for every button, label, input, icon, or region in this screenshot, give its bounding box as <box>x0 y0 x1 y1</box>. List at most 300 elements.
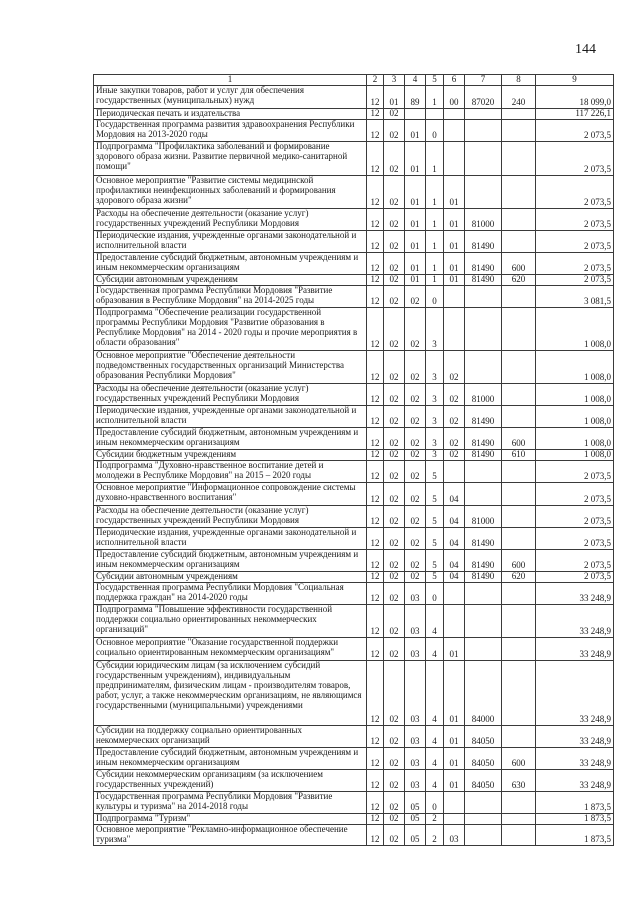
table-row <box>94 109 614 120</box>
cell-code-2: 12 <box>367 825 384 846</box>
cell-amount: 2 073,5 <box>536 209 614 231</box>
cell-code-3: 02 <box>384 483 405 506</box>
cell-code-4: 03 <box>405 638 426 661</box>
table-row <box>94 825 614 846</box>
table-row <box>94 550 614 572</box>
cell-code-7: 81000 <box>465 506 502 528</box>
cell-code-8 <box>502 726 536 748</box>
cell-code-8 <box>502 286 536 308</box>
budget-table <box>93 74 614 846</box>
cell-code-7: 81000 <box>465 384 502 406</box>
cell-amount: 33 248,9 <box>536 605 614 638</box>
table-row <box>94 253 614 275</box>
cell-code-7 <box>465 351 502 384</box>
cell-name: Расходы на обеспечение деятельности (оказание услуг) государственных учреждений Республики Мордовия <box>94 384 367 406</box>
table-row <box>94 638 614 661</box>
cell-code-3: 02 <box>384 253 405 275</box>
cell-code-7 <box>465 605 502 638</box>
cell-code-2: 12 <box>367 461 384 483</box>
cell-amount: 2 073,5 <box>536 253 614 275</box>
cell-code-8 <box>502 814 536 825</box>
cell-code-7: 81490 <box>465 406 502 428</box>
cell-amount: 3 081,5 <box>536 286 614 308</box>
cell-amount: 2 073,5 <box>536 461 614 483</box>
cell-code-4: 03 <box>405 748 426 770</box>
cell-name: Государственная программа развития здравоохранения Республики Мордовия на 2013-2020 годы <box>94 120 367 142</box>
cell-code-3: 02 <box>384 142 405 176</box>
cell-code-5: 5 <box>426 528 444 550</box>
table-row <box>94 209 614 231</box>
cell-code-3: 02 <box>384 748 405 770</box>
cell-code-4: 02 <box>405 384 426 406</box>
cell-code-7: 84050 <box>465 770 502 792</box>
column-header: 2 <box>367 75 384 86</box>
cell-code-5: 4 <box>426 638 444 661</box>
cell-code-6: 01 <box>444 770 465 792</box>
cell-code-8: 620 <box>502 572 536 583</box>
cell-code-3: 02 <box>384 406 405 428</box>
cell-code-6: 01 <box>444 638 465 661</box>
cell-code-8: 610 <box>502 450 536 461</box>
cell-code-5: 3 <box>426 406 444 428</box>
cell-code-2: 12 <box>367 109 384 120</box>
cell-name: Периодическая печать и издательства <box>94 109 367 120</box>
cell-code-3: 02 <box>384 209 405 231</box>
cell-code-8 <box>502 506 536 528</box>
cell-amount: 2 073,5 <box>536 231 614 253</box>
cell-code-2: 12 <box>367 351 384 384</box>
cell-code-5: 4 <box>426 770 444 792</box>
cell-code-6: 02 <box>444 428 465 450</box>
cell-code-8 <box>502 483 536 506</box>
cell-code-8 <box>502 384 536 406</box>
cell-name: Субсидии на поддержку социально ориентированных некоммерческих организаций <box>94 726 367 748</box>
cell-code-6 <box>444 308 465 351</box>
table-row <box>94 770 614 792</box>
cell-code-7: 84000 <box>465 661 502 726</box>
cell-amount: 117 226,1 <box>536 109 614 120</box>
cell-code-7 <box>465 308 502 351</box>
cell-code-3: 02 <box>384 109 405 120</box>
table-row <box>94 814 614 825</box>
column-header: 8 <box>502 75 536 86</box>
table-row <box>94 86 614 109</box>
cell-code-2: 12 <box>367 528 384 550</box>
cell-code-3: 02 <box>384 770 405 792</box>
cell-code-6: 00 <box>444 86 465 109</box>
cell-code-3: 01 <box>384 86 405 109</box>
cell-code-6: 04 <box>444 550 465 572</box>
cell-amount: 2 073,5 <box>536 275 614 286</box>
cell-code-8 <box>502 120 536 142</box>
cell-code-2: 12 <box>367 792 384 814</box>
cell-code-4: 02 <box>405 461 426 483</box>
cell-code-6: 01 <box>444 275 465 286</box>
cell-amount: 2 073,5 <box>536 528 614 550</box>
cell-code-3: 02 <box>384 550 405 572</box>
cell-code-8: 600 <box>502 428 536 450</box>
cell-code-8: 630 <box>502 770 536 792</box>
cell-code-7: 81490 <box>465 528 502 550</box>
cell-code-6: 01 <box>444 253 465 275</box>
cell-code-3: 02 <box>384 461 405 483</box>
cell-code-5: 5 <box>426 506 444 528</box>
cell-code-4: 01 <box>405 120 426 142</box>
cell-code-3: 02 <box>384 428 405 450</box>
cell-amount: 1 873,5 <box>536 825 614 846</box>
cell-amount: 33 248,9 <box>536 583 614 605</box>
cell-code-6 <box>444 461 465 483</box>
cell-amount: 1 008,0 <box>536 308 614 351</box>
cell-code-7 <box>465 583 502 605</box>
cell-code-2: 12 <box>367 428 384 450</box>
column-header: 1 <box>94 75 367 86</box>
cell-code-6: 01 <box>444 726 465 748</box>
cell-code-3: 02 <box>384 825 405 846</box>
cell-code-2: 12 <box>367 506 384 528</box>
cell-code-8 <box>502 583 536 605</box>
cell-code-2: 12 <box>367 406 384 428</box>
cell-code-4: 03 <box>405 605 426 638</box>
cell-code-6 <box>444 605 465 638</box>
cell-code-6: 01 <box>444 176 465 209</box>
cell-code-5: 1 <box>426 231 444 253</box>
cell-code-7 <box>465 461 502 483</box>
cell-code-8 <box>502 528 536 550</box>
cell-code-7: 84050 <box>465 748 502 770</box>
cell-code-8 <box>502 142 536 176</box>
cell-code-6: 04 <box>444 528 465 550</box>
column-header: 7 <box>465 75 502 86</box>
table-row <box>94 506 614 528</box>
cell-amount: 33 248,9 <box>536 770 614 792</box>
cell-code-2: 12 <box>367 286 384 308</box>
cell-code-5: 4 <box>426 605 444 638</box>
cell-code-4: 01 <box>405 231 426 253</box>
cell-code-3: 02 <box>384 572 405 583</box>
cell-code-8 <box>502 176 536 209</box>
cell-code-6: 02 <box>444 384 465 406</box>
cell-name: Предоставление субсидий бюджетным, автономным учреждениям и иным некоммерческим организациям <box>94 253 367 275</box>
table-row <box>94 308 614 351</box>
cell-code-2: 12 <box>367 661 384 726</box>
cell-name: Государственная программа Республики Мордовия "Социальная поддержка граждан" на 2014-2020 годы <box>94 583 367 605</box>
cell-code-6: 03 <box>444 825 465 846</box>
cell-name: Периодические издания, учрежденные органами законодательной и исполнительной власти <box>94 528 367 550</box>
cell-code-5: 1 <box>426 253 444 275</box>
cell-code-8 <box>502 351 536 384</box>
cell-code-5: 4 <box>426 726 444 748</box>
cell-code-6 <box>444 583 465 605</box>
cell-name: Основное мероприятие "Рекламно-информационное обеспечение туризма" <box>94 825 367 846</box>
cell-code-5: 2 <box>426 825 444 846</box>
cell-code-4: 01 <box>405 275 426 286</box>
table-row <box>94 120 614 142</box>
cell-code-2: 12 <box>367 176 384 209</box>
cell-name: Подпрограмма "Туризм" <box>94 814 367 825</box>
cell-code-2: 12 <box>367 231 384 253</box>
cell-code-7: 81490 <box>465 450 502 461</box>
cell-code-2: 12 <box>367 814 384 825</box>
cell-code-3: 02 <box>384 176 405 209</box>
cell-name: Основное мероприятие "Оказание государственной поддержки социально ориентированным некоммерческим организациям" <box>94 638 367 661</box>
cell-code-6: 02 <box>444 450 465 461</box>
cell-code-8: 600 <box>502 550 536 572</box>
cell-code-4: 03 <box>405 726 426 748</box>
cell-code-7: 87020 <box>465 86 502 109</box>
cell-amount: 18 099,0 <box>536 86 614 109</box>
cell-code-7: 81490 <box>465 428 502 450</box>
table-row <box>94 605 614 638</box>
cell-code-8 <box>502 605 536 638</box>
cell-code-5: 5 <box>426 461 444 483</box>
cell-code-8 <box>502 109 536 120</box>
cell-code-4: 03 <box>405 770 426 792</box>
cell-code-5: 0 <box>426 583 444 605</box>
cell-code-4: 02 <box>405 550 426 572</box>
cell-code-8 <box>502 461 536 483</box>
cell-code-5: 0 <box>426 120 444 142</box>
cell-code-7 <box>465 483 502 506</box>
cell-code-2: 12 <box>367 483 384 506</box>
cell-code-7: 81490 <box>465 550 502 572</box>
table-row <box>94 286 614 308</box>
cell-code-8 <box>502 792 536 814</box>
cell-name: Иные закупки товаров, работ и услуг для обеспечения государственных (муниципальных) нужд <box>94 86 367 109</box>
cell-code-2: 12 <box>367 275 384 286</box>
cell-code-8 <box>502 638 536 661</box>
cell-code-3: 02 <box>384 275 405 286</box>
cell-amount: 33 248,9 <box>536 748 614 770</box>
cell-code-4: 02 <box>405 428 426 450</box>
cell-name: Субсидии бюджетным учреждениям <box>94 450 367 461</box>
cell-name: Государственная программа Республики Мордовия "Развитие образования в Республике Мордовия" на 2014-2025 годы <box>94 286 367 308</box>
cell-code-3: 02 <box>384 450 405 461</box>
cell-code-4: 02 <box>405 528 426 550</box>
cell-code-2: 12 <box>367 572 384 583</box>
cell-amount: 2 073,5 <box>536 120 614 142</box>
cell-code-3: 02 <box>384 286 405 308</box>
column-header: 9 <box>536 75 614 86</box>
table-row <box>94 176 614 209</box>
cell-code-6: 01 <box>444 231 465 253</box>
cell-code-3: 02 <box>384 814 405 825</box>
cell-name: Субсидии автономным учреждениям <box>94 275 367 286</box>
cell-code-4: 05 <box>405 814 426 825</box>
cell-code-7 <box>465 814 502 825</box>
cell-amount: 2 073,5 <box>536 142 614 176</box>
cell-amount: 2 073,5 <box>536 483 614 506</box>
cell-code-5: 5 <box>426 483 444 506</box>
cell-code-6 <box>444 792 465 814</box>
table-row <box>94 275 614 286</box>
cell-code-8: 240 <box>502 86 536 109</box>
cell-code-8: 620 <box>502 275 536 286</box>
cell-name: Подпрограмма "Повышение эффективности государственной поддержки социально ориентированных некоммерческих организаций" <box>94 605 367 638</box>
cell-name: Основное мероприятие "Развитие системы медицинской профилактики неинфекционных заболеваний и формирования здорового образа жизни" <box>94 176 367 209</box>
cell-code-6 <box>444 814 465 825</box>
cell-name: Периодические издания, учрежденные органами законодательной и исполнительной власти <box>94 231 367 253</box>
cell-code-6: 02 <box>444 351 465 384</box>
cell-code-6 <box>444 142 465 176</box>
cell-code-6: 01 <box>444 209 465 231</box>
cell-code-7 <box>465 792 502 814</box>
cell-code-5 <box>426 109 444 120</box>
cell-code-2: 12 <box>367 120 384 142</box>
cell-code-5: 3 <box>426 450 444 461</box>
cell-amount: 1 008,0 <box>536 450 614 461</box>
cell-amount: 1 008,0 <box>536 384 614 406</box>
cell-code-6 <box>444 109 465 120</box>
cell-code-8 <box>502 406 536 428</box>
cell-code-2: 12 <box>367 384 384 406</box>
cell-code-5: 0 <box>426 286 444 308</box>
cell-code-4: 02 <box>405 406 426 428</box>
table-row <box>94 792 614 814</box>
cell-amount: 1 008,0 <box>536 406 614 428</box>
cell-code-3: 02 <box>384 351 405 384</box>
cell-code-3: 02 <box>384 583 405 605</box>
cell-code-8 <box>502 209 536 231</box>
cell-amount: 1 873,5 <box>536 792 614 814</box>
cell-amount: 33 248,9 <box>536 661 614 726</box>
cell-code-3: 02 <box>384 792 405 814</box>
table-row <box>94 428 614 450</box>
cell-code-5: 0 <box>426 792 444 814</box>
cell-code-7 <box>465 286 502 308</box>
cell-code-5: 3 <box>426 308 444 351</box>
cell-code-2: 12 <box>367 142 384 176</box>
cell-amount: 1 008,0 <box>536 351 614 384</box>
cell-code-3: 02 <box>384 231 405 253</box>
cell-code-5: 1 <box>426 275 444 286</box>
cell-code-3: 02 <box>384 638 405 661</box>
cell-code-7 <box>465 176 502 209</box>
cell-code-2: 12 <box>367 748 384 770</box>
table-row <box>94 528 614 550</box>
cell-code-3: 02 <box>384 726 405 748</box>
table-row <box>94 661 614 726</box>
cell-amount: 2 073,5 <box>536 176 614 209</box>
cell-code-3: 02 <box>384 384 405 406</box>
cell-name: Расходы на обеспечение деятельности (оказание услуг) государственных учреждений Республики Мордовия <box>94 506 367 528</box>
cell-name: Субсидии некоммерческим организациям (за исключением государственных учреждений) <box>94 770 367 792</box>
cell-code-8: 600 <box>502 748 536 770</box>
cell-name: Подпрограмма "Профилактика заболеваний и формирование здорового образа жизни. Развитие первичной медико-санитарной помощи" <box>94 142 367 176</box>
cell-code-6: 01 <box>444 748 465 770</box>
column-header: 3 <box>384 75 405 86</box>
cell-code-5: 1 <box>426 176 444 209</box>
cell-name: Государственная программа Республики Мордовия "Развитие культуры и туризма" на 2014-2018 годы <box>94 792 367 814</box>
cell-name: Расходы на обеспечение деятельности (оказание услуг) государственных учреждений Республики Мордовия <box>94 209 367 231</box>
cell-code-3: 02 <box>384 605 405 638</box>
table-row <box>94 461 614 483</box>
cell-code-3: 02 <box>384 528 405 550</box>
cell-code-4: 02 <box>405 572 426 583</box>
cell-name: Основное мероприятие "Обеспечение деятельности подведомственных государственных организаций Министерства образования Республики Мордовия" <box>94 351 367 384</box>
cell-code-5: 2 <box>426 814 444 825</box>
cell-code-7: 84050 <box>465 726 502 748</box>
column-header: 4 <box>405 75 426 86</box>
cell-code-2: 12 <box>367 583 384 605</box>
cell-code-8 <box>502 825 536 846</box>
cell-name: Предоставление субсидий бюджетным, автономным учреждениям и иным некоммерческим организациям <box>94 428 367 450</box>
cell-amount: 33 248,9 <box>536 726 614 748</box>
cell-code-4: 02 <box>405 483 426 506</box>
cell-code-6 <box>444 286 465 308</box>
cell-amount: 1 873,5 <box>536 814 614 825</box>
table-header-row <box>94 75 614 86</box>
cell-code-6 <box>444 120 465 142</box>
cell-code-5: 5 <box>426 550 444 572</box>
cell-code-4: 05 <box>405 825 426 846</box>
cell-code-4: 03 <box>405 661 426 726</box>
cell-name: Периодические издания, учрежденные органами законодательной и исполнительной власти <box>94 406 367 428</box>
cell-name: Подпрограмма "Обеспечение реализации государственной программы Республики Мордовия "Развитие образования в Республике Мордовия" на 2014 - 2020 годы и прочие мероприятия в области образования" <box>94 308 367 351</box>
cell-code-5: 4 <box>426 661 444 726</box>
page-number: 144 <box>575 42 596 57</box>
cell-code-4: 02 <box>405 308 426 351</box>
cell-name: Субсидии юридическим лицам (за исключением субсидий государственным учреждениям), индивидуальным предпринимателям, физическим лицам - производителям товаров, работ, услуг, а также некоммерческим организациям, не являющимся государственными (муниципальными) учреждениями <box>94 661 367 726</box>
cell-name: Предоставление субсидий бюджетным, автономным учреждениям и иным некоммерческим организациям <box>94 748 367 770</box>
table-row <box>94 406 614 428</box>
cell-code-2: 12 <box>367 770 384 792</box>
cell-code-2: 12 <box>367 726 384 748</box>
cell-code-5: 4 <box>426 748 444 770</box>
cell-name: Основное мероприятие "Информационное сопровождение системы духовно-нравственного воспитания" <box>94 483 367 506</box>
cell-code-4: 02 <box>405 506 426 528</box>
cell-code-4: 03 <box>405 583 426 605</box>
cell-code-7 <box>465 825 502 846</box>
table-row <box>94 483 614 506</box>
table-row <box>94 450 614 461</box>
table-row <box>94 142 614 176</box>
cell-code-2: 12 <box>367 550 384 572</box>
cell-code-4 <box>405 109 426 120</box>
cell-code-7 <box>465 109 502 120</box>
cell-amount: 2 073,5 <box>536 572 614 583</box>
cell-code-4: 01 <box>405 253 426 275</box>
cell-code-6: 01 <box>444 661 465 726</box>
cell-code-3: 02 <box>384 120 405 142</box>
cell-name: Предоставление субсидий бюджетным, автономным учреждениям и иным некоммерческим организациям <box>94 550 367 572</box>
cell-code-5: 1 <box>426 142 444 176</box>
cell-code-7: 81490 <box>465 253 502 275</box>
cell-code-4: 89 <box>405 86 426 109</box>
cell-code-5: 3 <box>426 428 444 450</box>
cell-code-4: 01 <box>405 209 426 231</box>
cell-code-4: 02 <box>405 450 426 461</box>
table-row <box>94 231 614 253</box>
cell-code-2: 12 <box>367 638 384 661</box>
cell-code-5: 1 <box>426 209 444 231</box>
cell-code-7: 81490 <box>465 231 502 253</box>
cell-code-2: 12 <box>367 308 384 351</box>
table-row <box>94 726 614 748</box>
cell-code-4: 05 <box>405 792 426 814</box>
cell-code-7: 81490 <box>465 275 502 286</box>
cell-code-3: 02 <box>384 661 405 726</box>
cell-code-3: 02 <box>384 308 405 351</box>
table-row <box>94 748 614 770</box>
cell-amount: 2 073,5 <box>536 506 614 528</box>
cell-code-7: 81490 <box>465 572 502 583</box>
table-row <box>94 572 614 583</box>
cell-code-8 <box>502 308 536 351</box>
cell-code-6: 02 <box>444 406 465 428</box>
cell-code-3: 02 <box>384 506 405 528</box>
cell-amount: 2 073,5 <box>536 550 614 572</box>
